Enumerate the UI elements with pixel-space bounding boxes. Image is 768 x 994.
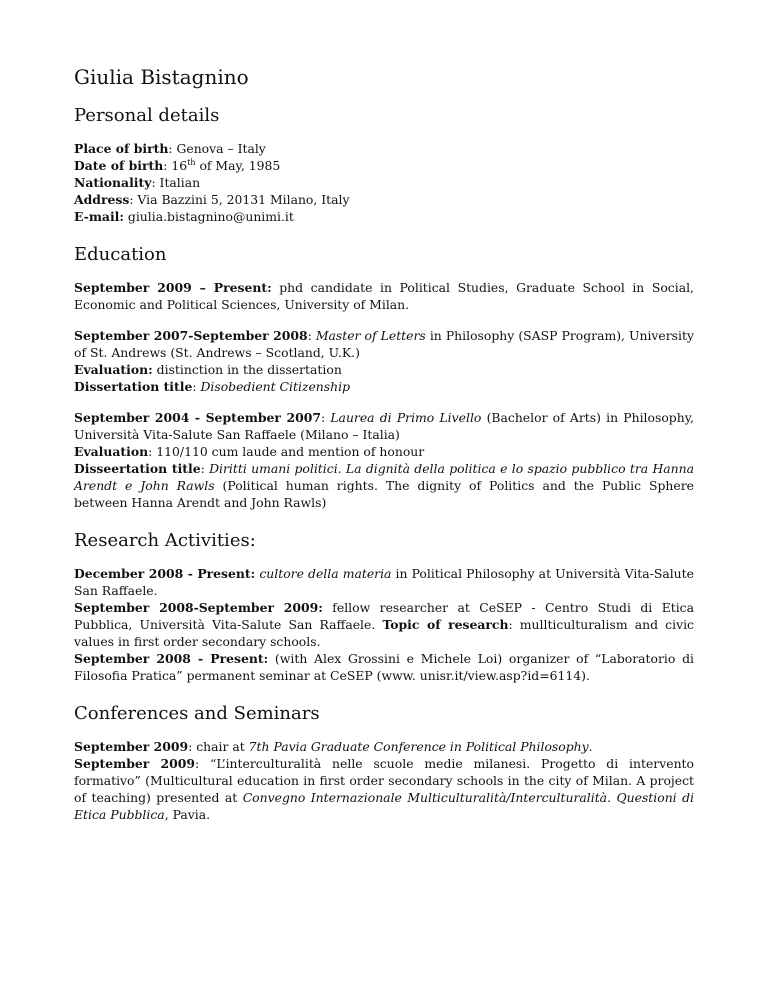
education-entry [74, 279, 694, 313]
evaluation-value: distinction in the dissertation [152, 362, 342, 377]
degree-title: Laurea di Primo Livello [330, 410, 482, 425]
conference-title: Convegno Internazionale Multiculturalità/Interculturalità. Questioni di Etica Pubblica [74, 790, 694, 822]
cv-name: Giulia Bistagnino [74, 65, 249, 89]
conferences-section [74, 702, 694, 823]
conference-title: 7th Pavia Graduate Conference in Political Philosophy [248, 739, 589, 754]
education-entry-phd [74, 279, 694, 313]
personal-details-heading: Personal details [74, 105, 220, 126]
evaluation-label: Evaluation [74, 444, 149, 459]
entry-text: phd candidate in Political Studies, Graduate School in Social, Economic and Political Sciences, University of Milan. [74, 280, 694, 312]
dissertation-row [74, 460, 694, 511]
entry-text: : chair at [188, 739, 249, 754]
education-entry [74, 409, 694, 511]
entry-text: : “L’interculturalità nelle scuole medie milanesi. Progetto di intervento formativo” (Multicultural education in first order secondary schools in the city of Milan. A project of teaching) presented at [74, 756, 694, 805]
dissertation-title: Disobedient Citizenship [200, 379, 351, 394]
place-of-birth-value: : Genova – Italy [168, 141, 266, 156]
entry-colon: : [192, 379, 201, 394]
dissertation-translation: (Political human rights. The dignity of Politics and the Public Sphere between Hanna Arendt and John Rawls) [74, 478, 694, 510]
address-label: Address [74, 192, 130, 207]
entry-text: in Political Philosophy at Università Vita-Salute San Raffaele. [74, 566, 694, 598]
date-of-birth-label: Date of birth [74, 158, 164, 173]
entry-colon: : [320, 410, 331, 425]
entry-colon: : [307, 328, 316, 343]
topic-value: : mullticulturalism and civic values in first order secondary schools. [74, 617, 694, 649]
dissertation-title: Diritti umani politici. La dignità della politica e lo spazio pubblico tra Hanna Arendt e John Rawls [74, 461, 694, 493]
nationality-label: Nationality [74, 175, 152, 190]
date-of-birth-rest: of May, 1985 [195, 158, 281, 173]
address-value: : Via Bazzini 5, 20131 Milano, Italy [129, 192, 350, 207]
conference-entry [74, 755, 694, 823]
conferences-heading: Conferences and Seminars [74, 703, 320, 724]
research-entry [74, 650, 694, 684]
nationality-row [74, 174, 694, 191]
research-entry [74, 565, 694, 599]
entry-colon: : [200, 461, 210, 476]
dissertation-label: Dissertation title [74, 379, 193, 394]
education-section [74, 243, 694, 511]
entry-text: (with Alex Grossini e Michele Loi) organizer of “Laboratorio di Filosofia Pratica” permanent seminar at CeSEP (www. unisr.it/view.asp?id=6114). [74, 651, 694, 683]
place-of-birth-row [74, 140, 694, 157]
entry-date: September 2008-September 2009: [74, 600, 323, 615]
research-entry [74, 599, 694, 650]
entry-date: September 2009 [74, 756, 196, 771]
education-entry-ba [74, 409, 694, 443]
date-of-birth-day: : 16 [163, 158, 188, 173]
entry-date: September 2009 [74, 739, 189, 754]
address-row [74, 191, 694, 208]
education-heading: Education [74, 244, 167, 265]
entry-text: fellow researcher at CeSEP - Centro Studi di Etica Pubblica, Università Vita-Salute San Raffaele. [74, 600, 695, 632]
research-section [74, 529, 694, 684]
conference-entry [74, 738, 694, 755]
degree-title: Master of Letters [315, 328, 426, 343]
entry-end: , Pavia. [164, 807, 211, 822]
entry-date: September 2007-September 2008 [74, 328, 308, 343]
topic-label: Topic of research [382, 617, 509, 632]
evaluation-row [74, 361, 694, 378]
email-row [74, 208, 694, 225]
entry-end: . [588, 739, 593, 754]
personal-details-section [74, 104, 694, 225]
entry-date: September 2009 – Present: [74, 280, 272, 295]
education-entry-mlitt [74, 327, 694, 361]
research-heading: Research Activities: [74, 530, 256, 551]
entry-date: September 2004 - September 2007 [74, 410, 321, 425]
nationality-value: : Italian [151, 175, 201, 190]
role-title: cultore della materia [259, 566, 392, 581]
evaluation-label: Evaluation: [74, 362, 153, 377]
dissertation-row [74, 378, 694, 395]
date-of-birth-row [74, 157, 694, 174]
email-value: giulia.bistagnino@unimi.it [123, 209, 294, 224]
evaluation-value: : 110/110 cum laude and mention of honour [148, 444, 425, 459]
cv-document [74, 64, 694, 841]
place-of-birth-label: Place of birth [74, 141, 169, 156]
date-of-birth-suffix: th [187, 157, 196, 167]
dissertation-label: Disseertation title [74, 461, 201, 476]
entry-text: in Philosophy (SASP Program), University of St. Andrews (St. Andrews – Scotland, U.K.) [74, 328, 694, 360]
email-label: E-mail: [74, 209, 124, 224]
entry-text: (Bachelor of Arts) in Philosophy, Università Vita-Salute San Raffaele (Milano – Italia) [74, 410, 694, 442]
entry-date: December 2008 - Present: [74, 566, 256, 581]
entry-date: September 2008 - Present: [74, 651, 269, 666]
education-entry [74, 327, 694, 395]
evaluation-row [74, 443, 694, 460]
